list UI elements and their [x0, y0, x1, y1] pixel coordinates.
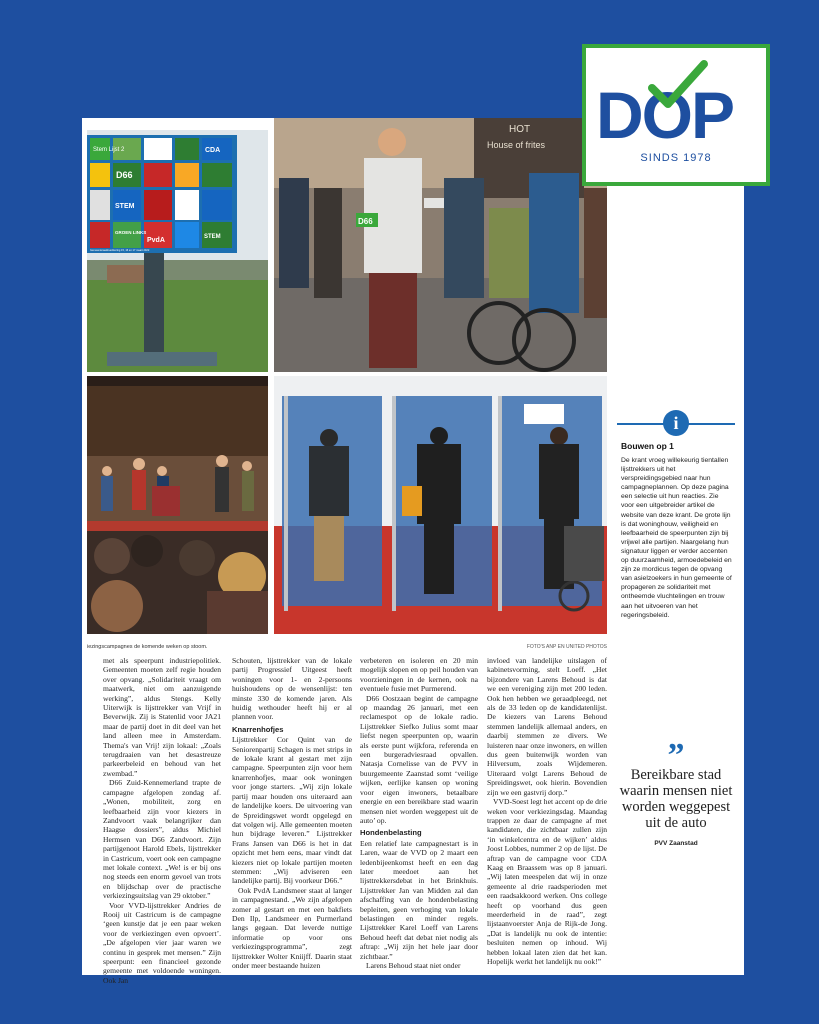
article-column-1 — [103, 656, 221, 985]
article-paragraph: Lijsttrekker Cor Quint van de Seniorenpartij Schagen is met strips in de lokale krant al gestart met zijn campagne. Speerpunten zijn voor hem knarrenhofjes, maar ook woningen voor jonge starters. „Wij zijn lokale partij maar houden ons uiteraard aan de landelijke koers. De uitvoering van de Spreidingswet wordt opgelegd en dat volgen wij. Alle gemeenten moeten hun bijdrage leveren.” Lijsttrekker Frans Jansen van D66 is het in dat opzicht met hem eens, maar vindt dat kiezers niet op lokale partijen moeten stemmen: „Wij adviseren een landelijke partij. Bij voorkeur D66.” — [232, 735, 352, 886]
photo-caption: iezingscampagnes de komende weken op stoom. — [87, 644, 208, 650]
poster-label-7: STEM — [204, 234, 221, 240]
subheading: Hondenbelasting — [360, 828, 422, 838]
photo-street-campaign — [274, 118, 607, 372]
article-paragraph: verbeteren en isoleren en 20 min mogelijk slopen en op peil houden van voorzieningen in de kernen, ook na eventuele fusie met Purmerend. — [360, 656, 478, 694]
article-paragraph: D66 Zuid-Kennemerland trapte de campagne afgelopen zondag af. „Wonen, mobiliteit, zorg en leefbaarheid zijn voor kiezers in Zandvoort vaak belangrijker dan Haagse dossiers”, aldus Michiel Hermsen van D66 Zandvoort. Zijn partijgenoot Harold Ebels, lijsttrekker in Castricum, voert ook een campagne met lokale context. „We! is er bij ons nog steeds een enorm gevoel van trots en blijdschap over de practische verkiezingsuitslag van 29 oktober.” — [103, 778, 221, 901]
info-icon: i — [663, 410, 689, 436]
article-paragraph: Ook PvdA Landsmeer staat al langer in campagnestand. „We zijn afgelopen zomer al gestart en met een bakfiets Den Ilp, Landsmeer en Purmerland langs gegaan. Dat leverde nuttige informatie op voor ons verkiezingsprogramma”, zegt lijsttrekker Wolter Kniijff. Daarin staat onder meer bestaande huizen — [232, 885, 352, 970]
photo-credit: FOTO'S ANP EN UNITED PHOTOS — [526, 644, 607, 650]
article-paragraph: invloed van landelijke uitslagen of kabinetsvorming, stelt Loeff. „Het bijzondere van Larens Behoud is dat we een vereniging zijn met 200 leden. Ook hen hebben we geraadpleegd, net als de 33 leden op de kandidatenlijst. De kiezers van Larens Behoud stemmen landelijk allemaal anders, en daarbij stemmen ze divers. We luisteren naar onze inwoners, en willen dus geen buitenwijk worden van Hilversum, zoals Wijdemeren. Uiteraard volgt Larens Behoud de Spreidingswet, ook hierin. Bovendien zijn we een gastvrij dorp.” — [487, 656, 607, 797]
article-paragraph: met als speerpunt industriepolitiek. Gemeenten moeten zelf regie houden over opvang. „Solidariteit vraagt om maatwerk, niet om aanzuigende werking”, aldus Stengs. Kelly Uiterwijk is lijsttrekker van Vrijf in Beverwijk. Zij is Statenlid voor JA21 maar de partij doet in dit deel van het land alleen mee in Amsterdam. Thema's van Vrij! zijn lokaal: „Zoals terugdraaien van het desastreuze parkeerbeleid en behoud van het zwembad.” — [103, 656, 221, 778]
d66-jacket-label: D66 — [358, 217, 373, 226]
info-title: Bouwen op 1 — [621, 441, 674, 451]
newspaper-page — [82, 118, 744, 985]
shop-sign-hot: HOT — [509, 124, 531, 135]
quote-mark-icon: ” — [667, 737, 685, 774]
poster-label-6: PvdA — [147, 237, 165, 244]
article-paragraph: D66 Oostzaan begint de campagne op maandag 26 januari, met een reclamespot op de lokale radio. Lijsttrekker Siefko Julius somt maar liefst negen speerpunten op, waarin als eerste punt wijkfora, referenda en een burgeradviesraad opvallen. Natasja Cornelisse van de PVV in buurgemeente Zaanstad somt ‘veilige wijken, eerlijke kansen op woning voor eigen inwoners, betaalbare energie en een bereikbare stad waarin mensen niet worden weggepest uit de auto’ op. — [360, 693, 478, 825]
logo-letters: DOP — [596, 78, 734, 152]
article-column-4 — [487, 656, 607, 966]
article-column-2 — [232, 656, 352, 970]
street-scene — [274, 118, 607, 372]
poster-label-5: GROEN LINKS — [115, 230, 147, 235]
poster-label-1: Stem Lijst 2 — [93, 147, 125, 153]
photo-election-billboard — [87, 130, 268, 372]
photo-voting-booths — [274, 376, 607, 634]
poster-label-2: CDA — [205, 147, 221, 154]
article-paragraph: VVD-Soest legt het accent op de drie weken voor verkiezingsdag. Maandag trappen ze daar de campagne af met kandidaten, die zichtbaar zullen zijn ‘in winkelcentra en de wijken’ aldus Joost Lobbes, nummer 2 op de lijst. De aftrap van de campagne voor CDA Kaag en Braassem was op 8 januari. „Wij laten meespelen dat wij in onze gemeente al drie raadsperioden met een raadsakkoord werken. Ons college heeft op voorhand dus geen meerderheid in de raad”, zegt lijstaanvoerster Anja de Rijk-de Jong. „Dat is landelijk nu ook de intentie: besluiten nemen op inhoud. Wij hebben lokaal laten zien dat het kan. Hopelijk werkt het landelijk nu ook!” — [487, 797, 607, 966]
article-paragraph: Larens Behoud staat niet onder — [366, 961, 461, 970]
pull-quote — [617, 737, 735, 847]
dop-logo — [582, 44, 770, 186]
article-paragraph: Een relatief late campagnestart is in Laren, waar de VVD op 2 maart een ledenbijeenkomst heeft en een dag later meedoet aan het lijsttrekkersdebat in het Brinkhuis. Lijsttrekker Jan van Midden zal dan afschaffing van de hondenbelasting bepleiten, geen verhoging van lokale belastingen en minder regels. Lijsttrekker Karel Loeff van Larens Behoud heeft dat debat niet nodig als aftrap: „Wij zijn het hele jaar door zichtbaar.” — [360, 838, 478, 961]
article-column-3 — [360, 656, 478, 970]
poster-label-3: D66 — [116, 170, 133, 180]
checkmark-icon — [648, 60, 708, 110]
logo-since: SINDS 1978 — [640, 152, 712, 164]
article-paragraph: Schouten, lijsttrekker van de lokale partij Progressief Uitgeest heeft woningen voor 1- en 2-persoons huishoudens op de wensenlijst: ten minste 330 de komende jaren. Als huidig wethouder heeft hij er al plannen voor. — [232, 656, 352, 722]
quote-source: PVV Zaanstad — [654, 840, 698, 847]
billboard-scene — [87, 130, 268, 372]
voting-scene — [274, 376, 607, 634]
shop-sign: House of frites — [487, 140, 546, 150]
stage-scene — [87, 376, 268, 634]
subheading: Knarrenhofjes — [232, 724, 284, 734]
article-paragraph: Voor VVD-lijsttrekker Andries de Rooij uit Castricum is de campagne ‘geen kunstje dat je een paar weken voor de verkiezingen even opvoert’. „De afgelopen vier jaar waren we continu in gesprek met mensen.” Zijn speerpunt: een financieel gezonde gemeente met voldoende woningen. Ook Jan — [103, 900, 221, 985]
poster-label-4: STEM — [115, 203, 135, 210]
quote-text: Bereikbare stad waarin mensen niet worden weggepest uit de auto — [619, 767, 733, 831]
billboard-footer: Gemeenteraadsverkiezing 15, 16 en 17 maart 2022 — [90, 249, 150, 252]
photo-debate-stage — [87, 376, 268, 634]
info-text: De krant vroeg willekeurig tientallen lijsttrekkers uit het verspreidingsgebied naar hun campagneplannen. Op deze pagina een selectie uit hun reacties. Zie voor een uitgebreider artikel de website van deze krant. De grote lijn is dat woninghouw, veiligheid en leefbaarheid de speerpunten zijn bij vrijwel alle partijen. Naargelang hun signatuur liggen er verder accenten op duurzaamheid, armoedebeleid en zijn ze mordicus tegen de opvang van asielzoekers in hun gemeente of propageren ze solidariteit met ontheemde vluchtelingen en trouw aan het uitvoeren van het regeringsbeleid. — [621, 457, 732, 619]
